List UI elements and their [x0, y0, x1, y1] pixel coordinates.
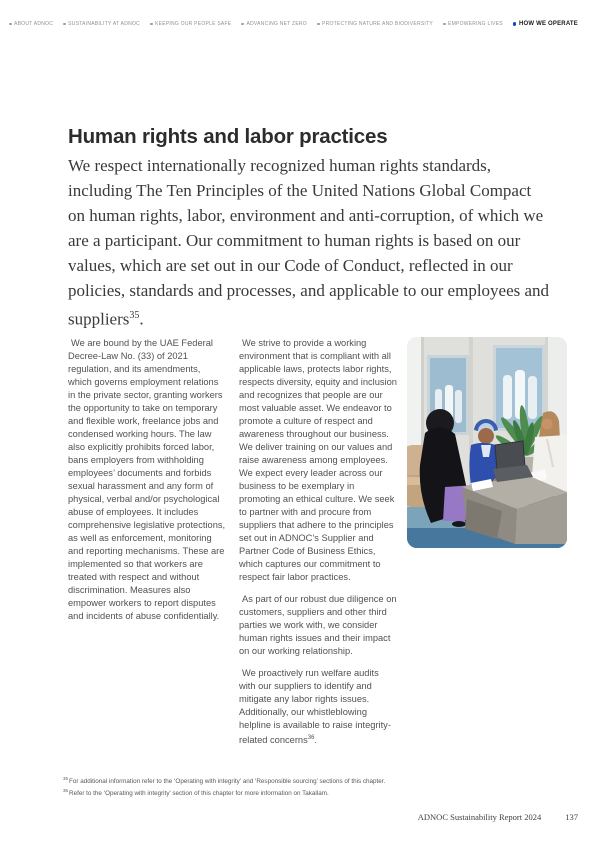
- nav-item-label: HOW WE OPERATE: [518, 21, 578, 27]
- body-paragraph: We proactively run welfare audits with our suppliers to identify and mitigate any labor rights issues. Additionally, our whistleblowing helpline is available to raise integrity-related concerns$^{36}$.: [239, 668, 391, 746]
- bullet-icon: [317, 23, 320, 26]
- active-bullet-icon: [513, 22, 517, 26]
- bullet-icon: [443, 23, 446, 26]
- page-title: Human rights and labor practices: [68, 125, 388, 148]
- nav-item-protecting-nature-and-biodiversity[interactable]: [317, 21, 433, 27]
- bullet-icon: [9, 23, 12, 26]
- intro-text: We respect internationally recognized human rights standards, including The Ten Principles of the United Nations Global Compact on human rights, labor, environment and anti-corruption, of which we are a participant. Our commitment to human rights is based on our values, which are set out in our Code of Conduct, reflected in our policies, standards and processes, and applicable to our employees and suppliers: [68, 156, 550, 329]
- footnote: [63, 775, 523, 787]
- nav-item-about-adnoc[interactable]: [9, 21, 53, 27]
- footnote-ref: 35: [129, 310, 140, 321]
- body-paragraph: As part of our robust due diligence on customers, suppliers and other third parties we work with, we consider human rights issues and their impact on our working relationship.: [239, 594, 397, 656]
- intro-paragraph: [68, 153, 550, 332]
- bullet-icon: [241, 23, 244, 26]
- footnote-ref: 35: [63, 776, 69, 781]
- body-paragraph: We strive to provide a working environment that is compliant with all applicable laws, protects labor rights, respects diversity, equity and inclusion and recognizes that people are our most valuable asset. We endeavor to promote a culture of respect and awareness throughout our business. We deliver training on our values and raise awareness among employees. We expect every leader across our business to be exemplary in promoting an ethical culture. We seek to partner with and procure from suppliers that adhere to the principles set out in ADNOC’s Supplier and Partner Code of Business Ethics, which captures our commitment to respect fair labor practices.: [239, 338, 397, 582]
- intro-suffix: .: [139, 309, 144, 329]
- nav-item-keeping-our-people-safe[interactable]: [150, 21, 231, 27]
- footnote-text: Refer to the ‘Operating with integrity’ section of this chapter for more information on Takallam.: [69, 789, 329, 797]
- nav-item-sustainability-at-adnoc[interactable]: [63, 21, 140, 27]
- bullet-icon: [150, 23, 153, 26]
- nav-item-label: EMPOWERING LIVES: [448, 21, 503, 27]
- nav-item-label: SUSTAINABILITY AT ADNOC: [68, 21, 140, 27]
- page-number: 137: [565, 812, 578, 822]
- footnotes: [63, 775, 523, 799]
- report-name: ADNOC Sustainability Report 2024: [417, 812, 542, 822]
- nav-item-advancing-net-zero[interactable]: [241, 21, 307, 27]
- bullet-icon: [63, 23, 66, 26]
- body-columns: [68, 337, 397, 747]
- footnote-text: For additional information refer to the ‘Operating with integrity’ and ‘Responsible sourcing’ sections of this chapter.: [69, 778, 386, 786]
- page-footer: [418, 812, 578, 822]
- nav-item-label: PROTECTING NATURE AND BIODIVERSITY: [322, 21, 433, 27]
- nav-item-empowering-lives[interactable]: [443, 21, 503, 27]
- footnote: [63, 787, 523, 799]
- nav-item-label: ADVANCING NET ZERO: [246, 21, 307, 27]
- nav-item-label: ABOUT ADNOC: [14, 21, 54, 27]
- left-column: [68, 337, 226, 747]
- footnote-ref: 36: [307, 735, 315, 741]
- nav-item-how-we-operate[interactable]: [513, 21, 578, 27]
- nav-item-label: KEEPING OUR PEOPLE SAFE: [155, 21, 232, 27]
- body-paragraph: We are bound by the UAE Federal Decree-Law No. (33) of 2021 regulation, and its amendments, which governs employment relations in the private sector, granting workers the opportunity to take on temporary and flexible work, freelance jobs and condensed working hours. The law also explicitly prohibits forced labor, bans employers from withholding employees’ documents and forbids sexual harassment and any form of physical, verbal and/or psychological abuse of employees. It includes comprehensive legislative protections, as well as enforcement, monitoring and reporting mechanisms. These are implemented so that workers are treated with respect and without discrimination. Measures also empower workers to report disputes and incidents of abuse confidentially.: [68, 338, 226, 621]
- meeting-photo: [407, 337, 567, 548]
- meeting-photo-illustration: [407, 337, 567, 548]
- middle-column: [239, 337, 397, 747]
- top-navigation: [9, 21, 578, 27]
- footnote-ref: 36: [63, 787, 69, 793]
